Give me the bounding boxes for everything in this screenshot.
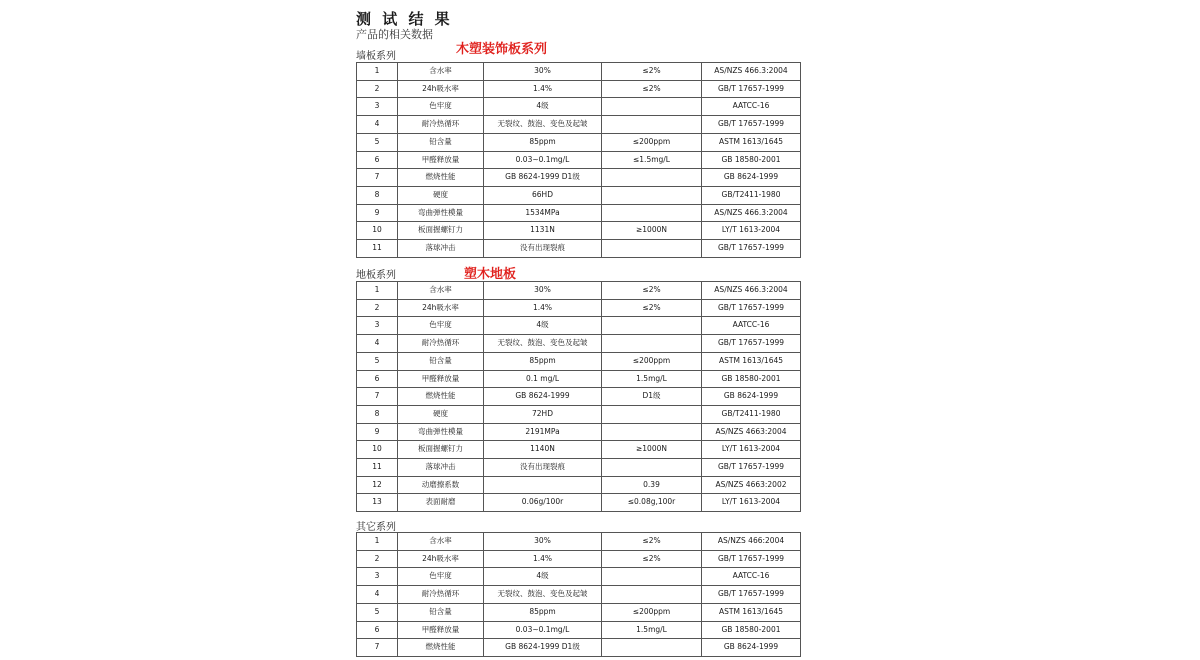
test-result: 1.4%	[484, 550, 602, 568]
row-number: 5	[357, 352, 398, 370]
requirement: 1.5mg/L	[602, 621, 702, 639]
test-standard: ASTM 1613/1645	[702, 352, 801, 370]
test-standard: GB 18580-2001	[702, 621, 801, 639]
row-number: 2	[357, 80, 398, 98]
test-item: 耐冷热循环	[398, 586, 484, 604]
requirement: ≤2%	[602, 299, 702, 317]
test-item: 24h吸水率	[398, 80, 484, 98]
section-label-wall: 墙板系列	[356, 51, 396, 62]
row-number: 5	[357, 133, 398, 151]
test-standard: GB/T 17657-1999	[702, 80, 801, 98]
requirement: ≤2%	[602, 533, 702, 551]
test-standard: GB 8624-1999	[702, 169, 801, 187]
row-number: 6	[357, 151, 398, 169]
test-item: 色牢度	[398, 98, 484, 116]
requirement: ≥1000N	[602, 222, 702, 240]
test-result: 85ppm	[484, 352, 602, 370]
test-result: 30%	[484, 63, 602, 81]
test-standard: GB 18580-2001	[702, 151, 801, 169]
test-standard: GB 18580-2001	[702, 370, 801, 388]
row-number: 11	[357, 459, 398, 477]
requirement	[602, 116, 702, 134]
test-standard: AS/NZS 466.3:2004	[702, 282, 801, 300]
test-result: 1534MPa	[484, 204, 602, 222]
test-standard: AS/NZS 4663:2002	[702, 476, 801, 494]
row-number: 9	[357, 423, 398, 441]
test-result: 66HD	[484, 186, 602, 204]
requirement	[602, 240, 702, 258]
row-number: 11	[357, 240, 398, 258]
test-result: 2191MPa	[484, 423, 602, 441]
test-item: 表面耐磨	[398, 494, 484, 512]
row-number: 3	[357, 568, 398, 586]
row-number: 12	[357, 476, 398, 494]
test-result: 0.03~0.1mg/L	[484, 151, 602, 169]
test-result: 85ppm	[484, 133, 602, 151]
test-standard: LY/T 1613-2004	[702, 494, 801, 512]
test-item: 甲醛释放量	[398, 151, 484, 169]
table-row	[357, 335, 801, 353]
test-result: 1.4%	[484, 80, 602, 98]
test-item: 弯曲弹性模量	[398, 423, 484, 441]
test-item: 板面握螺钉力	[398, 222, 484, 240]
test-result: 30%	[484, 282, 602, 300]
page-title: 测 试 结 果	[356, 10, 453, 28]
test-item: 耐冷热循环	[398, 335, 484, 353]
test-standard: AS/NZS 466.3:2004	[702, 204, 801, 222]
requirement: D1级	[602, 388, 702, 406]
section-label-floor: 地板系列	[356, 270, 396, 281]
table-row	[357, 282, 801, 300]
table-row	[357, 317, 801, 335]
table-row	[357, 423, 801, 441]
row-number: 13	[357, 494, 398, 512]
test-item: 铅含量	[398, 352, 484, 370]
red-title-wall: 木塑装饰板系列	[456, 42, 548, 57]
test-result: GB 8624-1999 D1级	[484, 639, 602, 657]
table-row	[357, 116, 801, 134]
table-row	[357, 151, 801, 169]
spec-table-wall	[356, 62, 801, 258]
row-number: 8	[357, 405, 398, 423]
test-result: 无裂纹、鼓泡、变色及起皱	[484, 116, 602, 134]
test-result: 1140N	[484, 441, 602, 459]
row-number: 7	[357, 169, 398, 187]
requirement	[602, 169, 702, 187]
page-subtitle: 产品的相关数据	[356, 28, 433, 41]
row-number: 2	[357, 299, 398, 317]
requirement: ≤200ppm	[602, 603, 702, 621]
requirement	[602, 586, 702, 604]
red-title-floor: 塑木地板	[464, 267, 517, 282]
test-item: 耐冷热循环	[398, 116, 484, 134]
row-number: 7	[357, 639, 398, 657]
requirement: ≤2%	[602, 550, 702, 568]
test-result: 4级	[484, 568, 602, 586]
row-number: 1	[357, 282, 398, 300]
test-result: 4级	[484, 98, 602, 116]
test-standard: AATCC-16	[702, 317, 801, 335]
test-result: 1131N	[484, 222, 602, 240]
test-standard: AATCC-16	[702, 98, 801, 116]
requirement	[602, 459, 702, 477]
test-item: 硬度	[398, 405, 484, 423]
requirement: ≤2%	[602, 282, 702, 300]
requirement: ≤2%	[602, 63, 702, 81]
requirement: ≥1000N	[602, 441, 702, 459]
table-row	[357, 299, 801, 317]
test-standard: LY/T 1613-2004	[702, 441, 801, 459]
table-row	[357, 80, 801, 98]
requirement	[602, 204, 702, 222]
table-row	[357, 133, 801, 151]
table-row	[357, 586, 801, 604]
test-item: 含水率	[398, 282, 484, 300]
row-number: 7	[357, 388, 398, 406]
table-row	[357, 568, 801, 586]
row-number: 4	[357, 116, 398, 134]
test-result: 1.4%	[484, 299, 602, 317]
requirement	[602, 405, 702, 423]
table-row	[357, 459, 801, 477]
row-number: 4	[357, 335, 398, 353]
requirement	[602, 317, 702, 335]
row-number: 1	[357, 533, 398, 551]
row-number: 4	[357, 586, 398, 604]
table-row	[357, 169, 801, 187]
test-standard: GB/T 17657-1999	[702, 299, 801, 317]
row-number: 8	[357, 186, 398, 204]
table-row	[357, 388, 801, 406]
test-standard: AS/NZS 466:2004	[702, 533, 801, 551]
requirement: 0.39	[602, 476, 702, 494]
requirement: ≤0.08g,100r	[602, 494, 702, 512]
test-standard: LY/T 1613-2004	[702, 222, 801, 240]
test-item: 铅含量	[398, 603, 484, 621]
spec-table-other	[356, 532, 801, 657]
requirement	[602, 568, 702, 586]
row-number: 3	[357, 317, 398, 335]
test-standard: AATCC-16	[702, 568, 801, 586]
table-row	[357, 441, 801, 459]
requirement	[602, 639, 702, 657]
table-row	[357, 405, 801, 423]
requirement	[602, 186, 702, 204]
requirement: 1.5mg/L	[602, 370, 702, 388]
table-row	[357, 639, 801, 657]
row-number: 2	[357, 550, 398, 568]
test-item: 色牢度	[398, 317, 484, 335]
table-row	[357, 186, 801, 204]
test-result: 没有出现裂痕	[484, 240, 602, 258]
requirement: ≤200ppm	[602, 133, 702, 151]
table-row	[357, 204, 801, 222]
row-number: 9	[357, 204, 398, 222]
test-item: 燃烧性能	[398, 169, 484, 187]
test-standard: GB/T2411-1980	[702, 405, 801, 423]
requirement: ≤200ppm	[602, 352, 702, 370]
test-item: 动磨擦系数	[398, 476, 484, 494]
requirement	[602, 423, 702, 441]
requirement	[602, 335, 702, 353]
test-item: 硬度	[398, 186, 484, 204]
table-row	[357, 370, 801, 388]
row-number: 10	[357, 222, 398, 240]
test-standard: AS/NZS 4663:2004	[702, 423, 801, 441]
table-row	[357, 550, 801, 568]
test-item: 燃烧性能	[398, 639, 484, 657]
test-result: 85ppm	[484, 603, 602, 621]
row-number: 6	[357, 621, 398, 639]
test-result: GB 8624-1999	[484, 388, 602, 406]
test-standard: ASTM 1613/1645	[702, 133, 801, 151]
test-item: 甲醛释放量	[398, 370, 484, 388]
table-row	[357, 98, 801, 116]
test-result: 30%	[484, 533, 602, 551]
test-item: 板面握螺钉力	[398, 441, 484, 459]
test-result: 4级	[484, 317, 602, 335]
test-result: 72HD	[484, 405, 602, 423]
test-standard: GB/T2411-1980	[702, 186, 801, 204]
requirement: ≤2%	[602, 80, 702, 98]
test-item: 燃烧性能	[398, 388, 484, 406]
test-standard: GB/T 17657-1999	[702, 116, 801, 134]
row-number: 3	[357, 98, 398, 116]
table-row	[357, 222, 801, 240]
test-result: GB 8624-1999 D1级	[484, 169, 602, 187]
test-item: 甲醛释放量	[398, 621, 484, 639]
test-item: 色牢度	[398, 568, 484, 586]
test-result: 没有出现裂痕	[484, 459, 602, 477]
test-standard: GB/T 17657-1999	[702, 240, 801, 258]
test-item: 铅含量	[398, 133, 484, 151]
table-row	[357, 63, 801, 81]
test-item: 24h吸水率	[398, 550, 484, 568]
spec-table-floor	[356, 281, 801, 512]
test-item: 弯曲弹性模量	[398, 204, 484, 222]
test-result: 0.03~0.1mg/L	[484, 621, 602, 639]
test-item: 含水率	[398, 63, 484, 81]
test-standard: ASTM 1613/1645	[702, 603, 801, 621]
row-number: 6	[357, 370, 398, 388]
table-row	[357, 533, 801, 551]
requirement	[602, 98, 702, 116]
test-item: 含水率	[398, 533, 484, 551]
test-item: 落球冲击	[398, 240, 484, 258]
table-row	[357, 352, 801, 370]
table-row	[357, 476, 801, 494]
table-row	[357, 494, 801, 512]
test-result: 0.1 mg/L	[484, 370, 602, 388]
test-standard: GB/T 17657-1999	[702, 550, 801, 568]
test-standard: GB 8624-1999	[702, 388, 801, 406]
test-standard: GB/T 17657-1999	[702, 459, 801, 477]
test-standard: AS/NZS 466.3:2004	[702, 63, 801, 81]
test-result	[484, 476, 602, 494]
table-row	[357, 240, 801, 258]
requirement: ≤1.5mg/L	[602, 151, 702, 169]
test-result: 无裂纹、鼓泡、变色及起皱	[484, 335, 602, 353]
row-number: 10	[357, 441, 398, 459]
row-number: 1	[357, 63, 398, 81]
test-standard: GB/T 17657-1999	[702, 335, 801, 353]
test-item: 24h吸水率	[398, 299, 484, 317]
table-row	[357, 621, 801, 639]
row-number: 5	[357, 603, 398, 621]
test-standard: GB 8624-1999	[702, 639, 801, 657]
test-result: 0.06g/100r	[484, 494, 602, 512]
test-standard: GB/T 17657-1999	[702, 586, 801, 604]
test-result: 无裂纹、鼓泡、变色及起皱	[484, 586, 602, 604]
table-row	[357, 603, 801, 621]
section-label-other: 其它系列	[356, 522, 396, 533]
test-item: 落球冲击	[398, 459, 484, 477]
